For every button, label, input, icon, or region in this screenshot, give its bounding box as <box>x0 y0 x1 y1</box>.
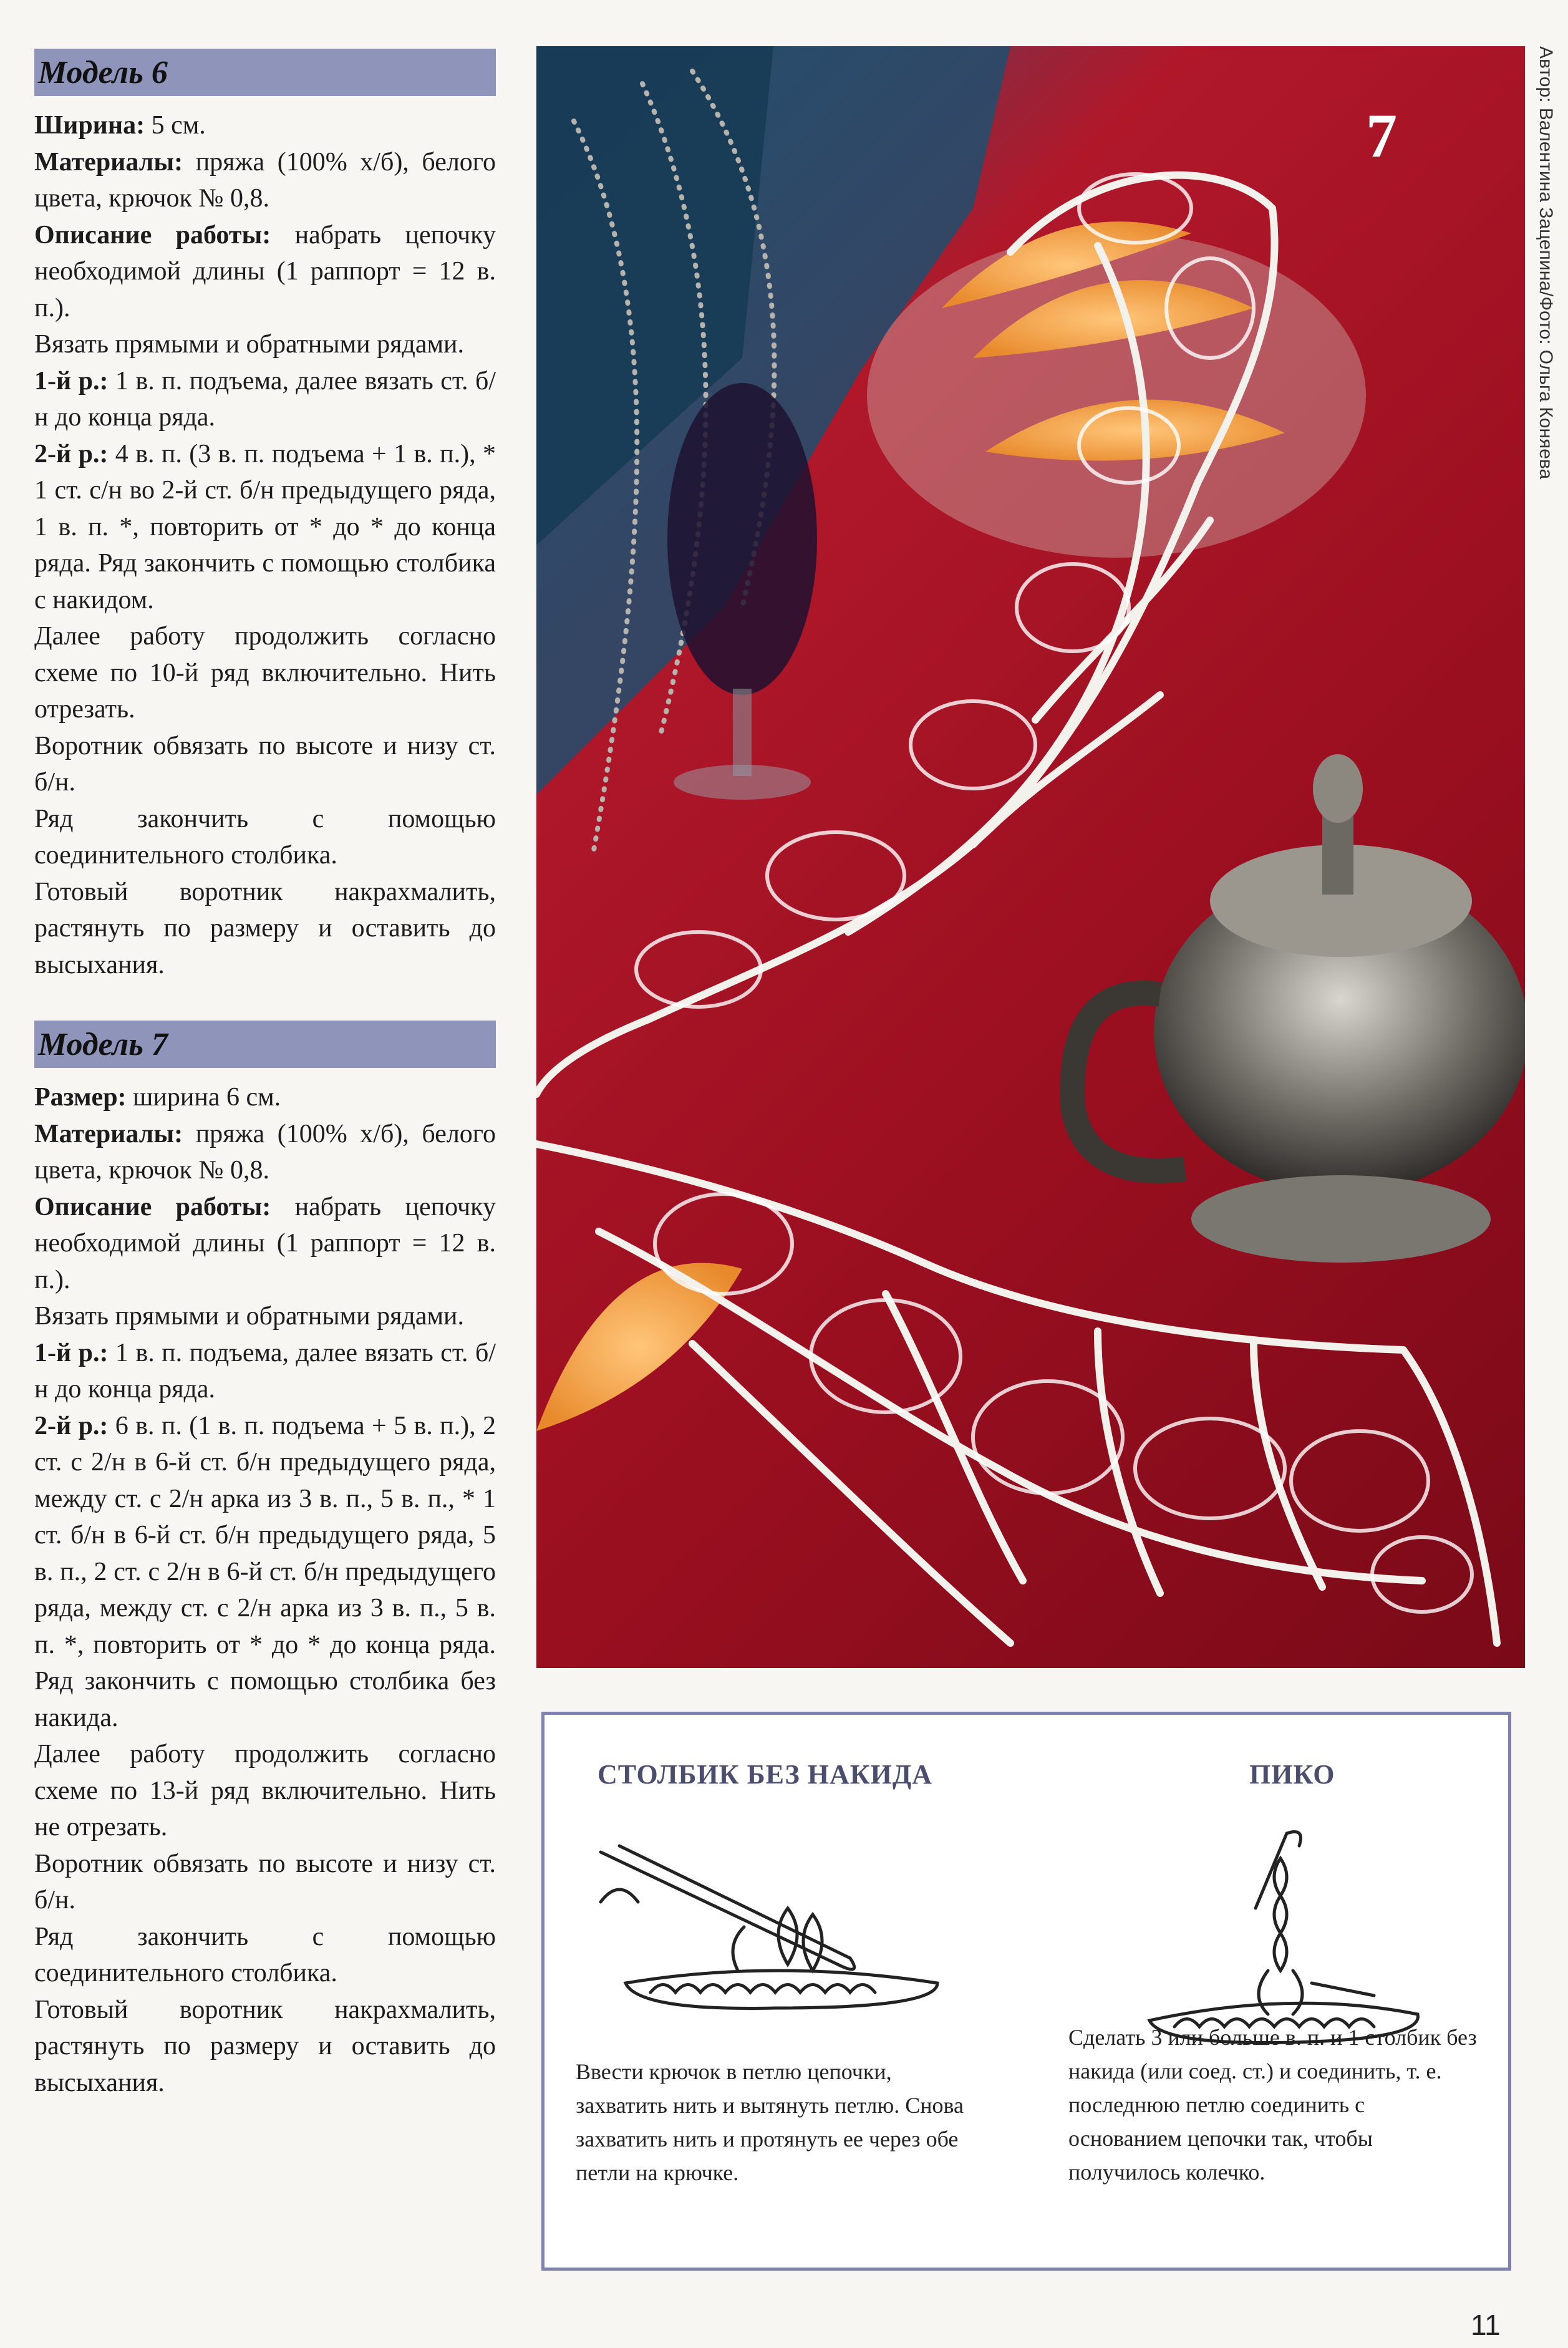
goblet-shape <box>667 383 817 695</box>
model7-p5: Готовый воротник накрахмалить, растянуть по размеру и оставить до высыхания. <box>34 1995 496 2097</box>
model6-title: Модель 6 <box>38 54 168 90</box>
model6-description: Описание работы: набрать цепочку необходимой длины (1 раппорт = 12 в. п.). <box>34 220 496 323</box>
model6-p2: Далее работу продолжить согласно схеме по 10-й ряд включительно. Нить отрезать. <box>34 622 496 724</box>
lace-collar-photo <box>536 46 1525 1668</box>
model7-title: Модель 7 <box>38 1026 168 1062</box>
single-crochet-title: СТОЛБИК БЕЗ НАКИДА <box>598 1759 932 1790</box>
model6-row1: 1-й р.: 1 в. п. подъема, далее вязать ст. б/н до конца ряда. <box>34 366 496 432</box>
metal-teapot-shape <box>1072 754 1525 1263</box>
picot-title: ПИКО <box>1249 1759 1335 1790</box>
picot-diagram-icon <box>1106 1821 1455 2052</box>
model6-header <box>34 49 496 96</box>
model7-header <box>34 1021 496 1068</box>
photo-credit: Автор: Валентина Зацепина/Фото: Ольга Коняева <box>1536 46 1556 480</box>
model6-p3: Воротник обвязать по высоте и низу ст. б/н. <box>34 731 496 797</box>
model6-materials: Материалы: пряжа (100% х/б), белого цвета, крючок № 0,8. <box>34 147 496 213</box>
model7-row1: 1-й р.: 1 в. п. подъема, далее вязать ст. б/н до конца ряда. <box>34 1338 496 1404</box>
model7-size: Размер: ширина 6 см. <box>34 1083 281 1112</box>
model6-p5: Готовый воротник накрахмалить, растянуть по размеру и оставить до высыхания. <box>34 877 496 979</box>
photo-illustration <box>536 46 1525 1668</box>
text-column <box>34 49 496 2101</box>
model6-p4: Ряд закончить с помощью соединительного столбика. <box>34 804 496 870</box>
model7-description: Описание работы: набрать цепочку необходимой длины (1 раппорт = 12 в. п.). <box>34 1192 496 1294</box>
model7-p2: Далее работу продолжить согласно схеме по 13-й ряд включительно. Нить не отрезать. <box>34 1740 496 1841</box>
model7-p4: Ряд закончить с помощью соединительного столбика. <box>34 1922 496 1987</box>
picot-text: Сделать 3 или больше в. п. и 1 столбик без накида (или соед. ст.) и соединить, т. е. последнюю петлю соединить с основанием цепочки так, чтобы получилось колечко. <box>1068 2025 1477 2185</box>
model6-width: Ширина: 5 см. <box>34 111 206 140</box>
single-crochet-text: Ввести крючок в петлю цепочки, захватить нить и вытянуть петлю. Снова захватить нить и протянуть ее через обе петли на крючке. <box>576 2059 964 2185</box>
model7-p1: Вязать прямыми и обратными рядами. <box>34 1302 465 1331</box>
model7-materials: Материалы: пряжа (100% х/б), белого цвета, крючок № 0,8. <box>34 1119 496 1185</box>
model6-p1: Вязать прямыми и обратными рядами. <box>34 330 465 359</box>
photo-number: 7 <box>1366 101 1397 170</box>
model7-row2: 2-й р.: 6 в. п. (1 в. п. подъема + 5 в. п.), 2 ст. с 2/н в 6-й ст. б/н предыдущего ряда, между ст. с 2/н арка из 3 в. п., 5 в. п., * 1 ст. б/н в 6-й ст. б/н предыдущего ряда, 5 в. п., 2 ст. с 2/н в 6-й ст. б/н предыдущего ряда, между ст. с 2/н арка из 3 в. п., 5 в. п. *, повторить от * до * до конца ряда. Ряд закончить с помощью столбика без накида. <box>34 1411 496 1732</box>
technique-box <box>541 1712 1511 2271</box>
single-crochet-diagram-icon <box>588 1833 950 2021</box>
model6-row2: 2-й р.: 4 в. п. (3 в. п. подъема + 1 в. п.), * 1 ст. с/н во 2-й ст. б/н предыдущего ряда, 1 в. п. *, повторить от * до * до конца ряда. Ряд закончить с помощью столбика с накидом. <box>34 439 496 614</box>
model7-p3: Воротник обвязать по высоте и низу ст. б/н. <box>34 1849 496 1914</box>
page-number: 11 <box>1471 2309 1501 2341</box>
